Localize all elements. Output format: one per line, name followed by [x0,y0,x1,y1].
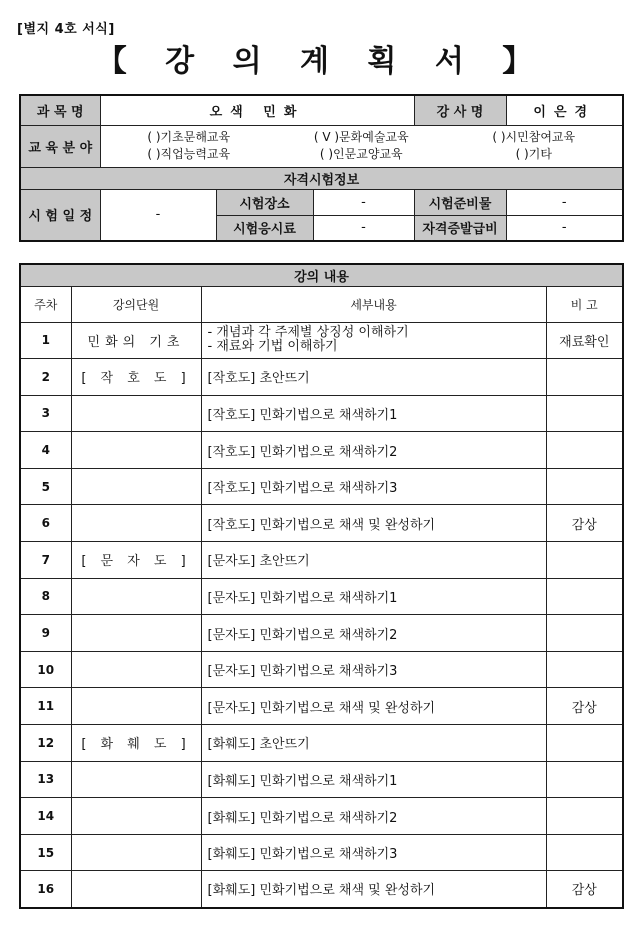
col-header-week: 주차 [20,286,71,322]
unit-cell: [ 작 호 도 ] [71,359,201,396]
detail-line: [화훼도] 민화기법으로 채색하기2 [207,810,398,826]
course-info-table [19,94,624,242]
detail-cell [201,395,546,432]
lecture-section-title: 강의 내용 [20,264,623,286]
field-option-civic: ( )시민참여교육 [492,130,576,144]
detail-cell [201,798,546,835]
note-cell [546,834,623,871]
teacher-label: 강 사 명 [414,95,506,125]
detail-cell [201,359,546,396]
field-option-basic-literacy: ( )기초문해교육 [147,130,231,144]
note-cell [546,359,623,396]
table-row [20,359,623,396]
detail-line: [화훼도] 초안뜨기 [207,737,310,753]
exam-place-label: 시험장소 [216,189,313,215]
lecture-plan-table [19,263,624,909]
detail-cell [201,761,546,798]
unit-cell [71,432,201,469]
detail-cell [201,871,546,908]
subject-label: 과 목 명 [20,95,100,125]
week-cell: 15 [20,834,71,871]
exam-fee-label: 시험응시료 [216,215,313,241]
field-option-other: ( )기타 [515,147,552,161]
table-row [20,322,623,359]
week-cell: 7 [20,542,71,579]
table-row [20,615,623,652]
table-row [20,505,623,542]
note-cell [546,468,623,505]
week-cell: 16 [20,871,71,908]
unit-cell [71,505,201,542]
unit-cell [71,468,201,505]
week-cell: 11 [20,688,71,725]
unit-cell: [ 화 훼 도 ] [71,725,201,762]
week-cell: 1 [20,322,71,359]
cert-info-header: 자격시험정보 [20,167,623,189]
subject-value: 오색 민화 [100,95,414,125]
table-row [20,468,623,505]
table-row [20,725,623,762]
week-cell: 12 [20,725,71,762]
form-number-label: [별지 4호 서식] [17,22,115,37]
detail-line: [화훼도] 민화기법으로 채색하기1 [207,773,398,789]
detail-line: [문자도] 민화기법으로 채색 및 완성하기 [207,700,436,716]
exam-date-label: 시 험 일 정 [20,189,100,241]
week-cell: 5 [20,468,71,505]
unit-cell [71,395,201,432]
exam-place-value: - [313,189,414,215]
detail-line: [문자도] 초안뜨기 [207,554,310,570]
detail-line: [작호도] 민화기법으로 채색하기2 [207,444,398,460]
cert-fee-label: 자격증발급비 [414,215,506,241]
exam-materials-value: - [506,189,623,215]
detail-line: - 재료와 기법 이해하기 [207,339,338,355]
table-row [20,651,623,688]
detail-line: [작호도] 초안뜨기 [207,371,310,387]
week-cell: 13 [20,761,71,798]
table-row [20,395,623,432]
detail-cell [201,651,546,688]
detail-line: [문자도] 민화기법으로 채색하기2 [207,627,398,643]
field-options [100,125,623,167]
table-row [20,542,623,579]
detail-cell [201,542,546,579]
unit-cell [71,578,201,615]
detail-line: [문자도] 민화기법으로 채색하기1 [207,590,398,606]
detail-cell [201,432,546,469]
field-option-culture-arts: ( V )문화예술교육 [313,130,409,144]
exam-fee-value: - [313,215,414,241]
detail-line: [작호도] 민화기법으로 채색 및 완성하기 [207,517,436,533]
week-cell: 6 [20,505,71,542]
detail-line: [문자도] 민화기법으로 채색하기3 [207,664,398,680]
col-header-unit: 강의단원 [71,286,201,322]
unit-cell [71,761,201,798]
detail-cell [201,615,546,652]
note-cell [546,761,623,798]
table-row [20,688,623,725]
detail-line: [작호도] 민화기법으로 채색하기1 [207,407,398,423]
cert-fee-value: - [506,215,623,241]
field-label: 교 육 분 야 [20,125,100,167]
exam-date-value: - [100,189,216,241]
week-cell: 8 [20,578,71,615]
detail-cell [201,322,546,359]
col-header-detail: 세부내용 [201,286,546,322]
table-row [20,871,623,908]
table-row [20,798,623,835]
unit-cell [71,871,201,908]
table-row [20,761,623,798]
week-cell: 4 [20,432,71,469]
week-cell: 2 [20,359,71,396]
week-cell: 10 [20,651,71,688]
unit-cell [71,834,201,871]
note-cell: 감상 [546,688,623,725]
note-cell [546,615,623,652]
exam-materials-label: 시험준비물 [414,189,506,215]
detail-line: [화훼도] 민화기법으로 채색하기3 [207,847,398,863]
unit-cell [71,798,201,835]
detail-line: - 개념과 각 주제별 상징성 이해하기 [207,325,409,341]
unit-cell: [ 문 자 도 ] [71,542,201,579]
table-row [20,578,623,615]
note-cell [546,542,623,579]
unit-cell [71,651,201,688]
field-option-vocational: ( )직업능력교육 [147,147,231,161]
note-cell [546,651,623,688]
table-row [20,834,623,871]
week-cell: 14 [20,798,71,835]
note-cell [546,725,623,762]
detail-cell [201,688,546,725]
table-row [20,432,623,469]
note-cell [546,395,623,432]
week-cell: 3 [20,395,71,432]
teacher-value: 이은경 [506,95,623,125]
note-cell: 감상 [546,505,623,542]
note-cell [546,578,623,615]
note-cell: 감상 [546,871,623,908]
note-cell: 재료확인 [546,322,623,359]
col-header-note: 비 고 [546,286,623,322]
detail-line: [작호도] 민화기법으로 채색하기3 [207,481,398,497]
detail-cell [201,834,546,871]
note-cell [546,798,623,835]
detail-cell [201,468,546,505]
field-option-humanities: ( )인문교양교육 [319,147,403,161]
page-title: 【 강 의 계 획 서 】 [96,44,547,79]
week-cell: 9 [20,615,71,652]
detail-cell [201,578,546,615]
detail-line: [화훼도] 민화기법으로 채색 및 완성하기 [207,883,436,899]
detail-cell [201,725,546,762]
note-cell [546,432,623,469]
detail-cell [201,505,546,542]
unit-cell [71,615,201,652]
unit-cell [71,688,201,725]
unit-cell: 민화의 기초 [71,322,201,359]
